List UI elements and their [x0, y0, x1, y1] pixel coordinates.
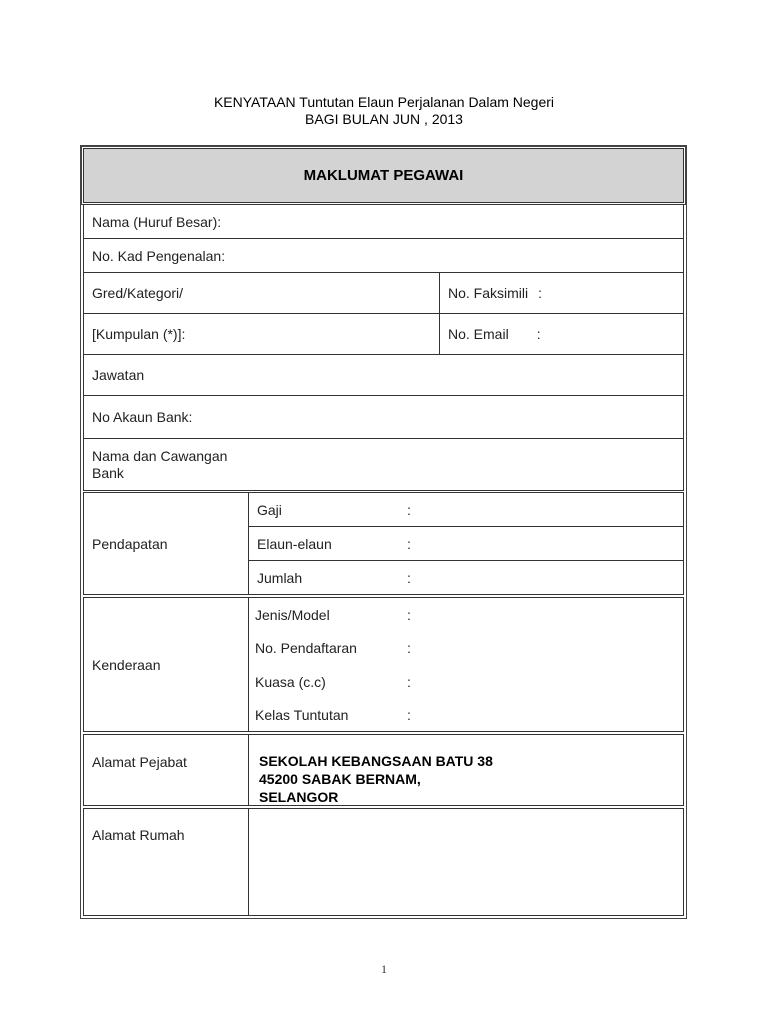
alamat-pejabat-line2: 45200 SABAK BERNAM, [259, 771, 421, 787]
pendapatan-colon: : [407, 535, 411, 552]
field-faksimili[interactable] [439, 272, 684, 314]
document-title-line2: BAGI BULAN JUN , 2013 [305, 111, 463, 127]
field-email-colon: : [536, 326, 541, 342]
alamat-rumah-label-cell [83, 808, 249, 916]
field-akaun-bank[interactable] [83, 395, 684, 439]
pendapatan-item-label: Jumlah [257, 569, 303, 586]
pendapatan-row-elaun[interactable] [248, 526, 684, 561]
alamat-pejabat-line1: SEKOLAH KEBANGSAAN BATU 38 [259, 753, 493, 769]
field-kumpulan[interactable] [83, 313, 440, 355]
field-cawangan-label-line1: Nama dan Cawangan [92, 448, 228, 464]
kenderaan-item-label: Kuasa (c.c) [255, 674, 326, 690]
field-faksimili-colon: : [538, 285, 543, 301]
field-gred-label: Gred/Kategori/ [92, 285, 184, 301]
field-faksimili-label: No. Faksimili [448, 285, 529, 301]
pendapatan-item-label: Elaun-elaun [257, 535, 332, 552]
kenderaan-label-cell [83, 597, 249, 732]
field-cawangan-bank[interactable] [83, 438, 684, 491]
field-akaun-bank-label: No Akaun Bank: [92, 409, 193, 425]
kenderaan-item-label: Kelas Tuntutan [255, 707, 349, 723]
alamat-pejabat-label-cell [83, 734, 249, 806]
alamat-pejabat-value [259, 752, 493, 806]
field-nama[interactable] [83, 204, 684, 239]
kenderaan-item-label: No. Pendaftaran [255, 640, 357, 656]
alamat-rumah-value-cell[interactable] [248, 808, 684, 916]
kenderaan-details[interactable] [248, 597, 684, 732]
field-jawatan-label: Jawatan [92, 367, 145, 383]
field-jawatan[interactable] [83, 354, 684, 396]
pendapatan-colon: : [407, 569, 411, 586]
pendapatan-row-gaji[interactable] [248, 492, 684, 527]
kenderaan-colon: : [407, 607, 411, 623]
field-kad-pengenalan[interactable] [83, 238, 684, 273]
pendapatan-row-jumlah[interactable] [248, 560, 684, 595]
pendapatan-item-label: Gaji [257, 501, 282, 518]
page-number: 1 [381, 962, 387, 976]
field-nama-label: Nama (Huruf Besar): [92, 213, 222, 230]
kenderaan-colon: : [407, 707, 411, 723]
alamat-pejabat-line3: SELANGOR [259, 789, 339, 805]
kenderaan-item-label: Jenis/Model [255, 607, 330, 623]
alamat-pejabat-label: Alamat Pejabat [92, 754, 187, 770]
field-email-label: No. Email [448, 326, 509, 342]
alamat-rumah-label: Alamat Rumah [92, 827, 185, 843]
field-cawangan-label-line2: Bank [92, 465, 124, 481]
pendapatan-label: Pendapatan [92, 535, 168, 552]
section-heading: MAKLUMAT PEGAWAI [83, 148, 684, 203]
field-email[interactable] [439, 313, 684, 355]
field-gred[interactable] [83, 272, 440, 314]
pendapatan-label-cell [83, 492, 249, 595]
field-kad-pengenalan-label: No. Kad Pengenalan: [92, 247, 226, 264]
field-kumpulan-label: [Kumpulan (*)]: [92, 326, 186, 342]
kenderaan-colon: : [407, 640, 411, 656]
pendapatan-colon: : [407, 501, 411, 518]
kenderaan-label: Kenderaan [92, 656, 161, 673]
document-title-line1: KENYATAAN Tuntutan Elaun Perjalanan Dalam Negeri [213, 94, 555, 110]
kenderaan-colon: : [407, 674, 411, 690]
